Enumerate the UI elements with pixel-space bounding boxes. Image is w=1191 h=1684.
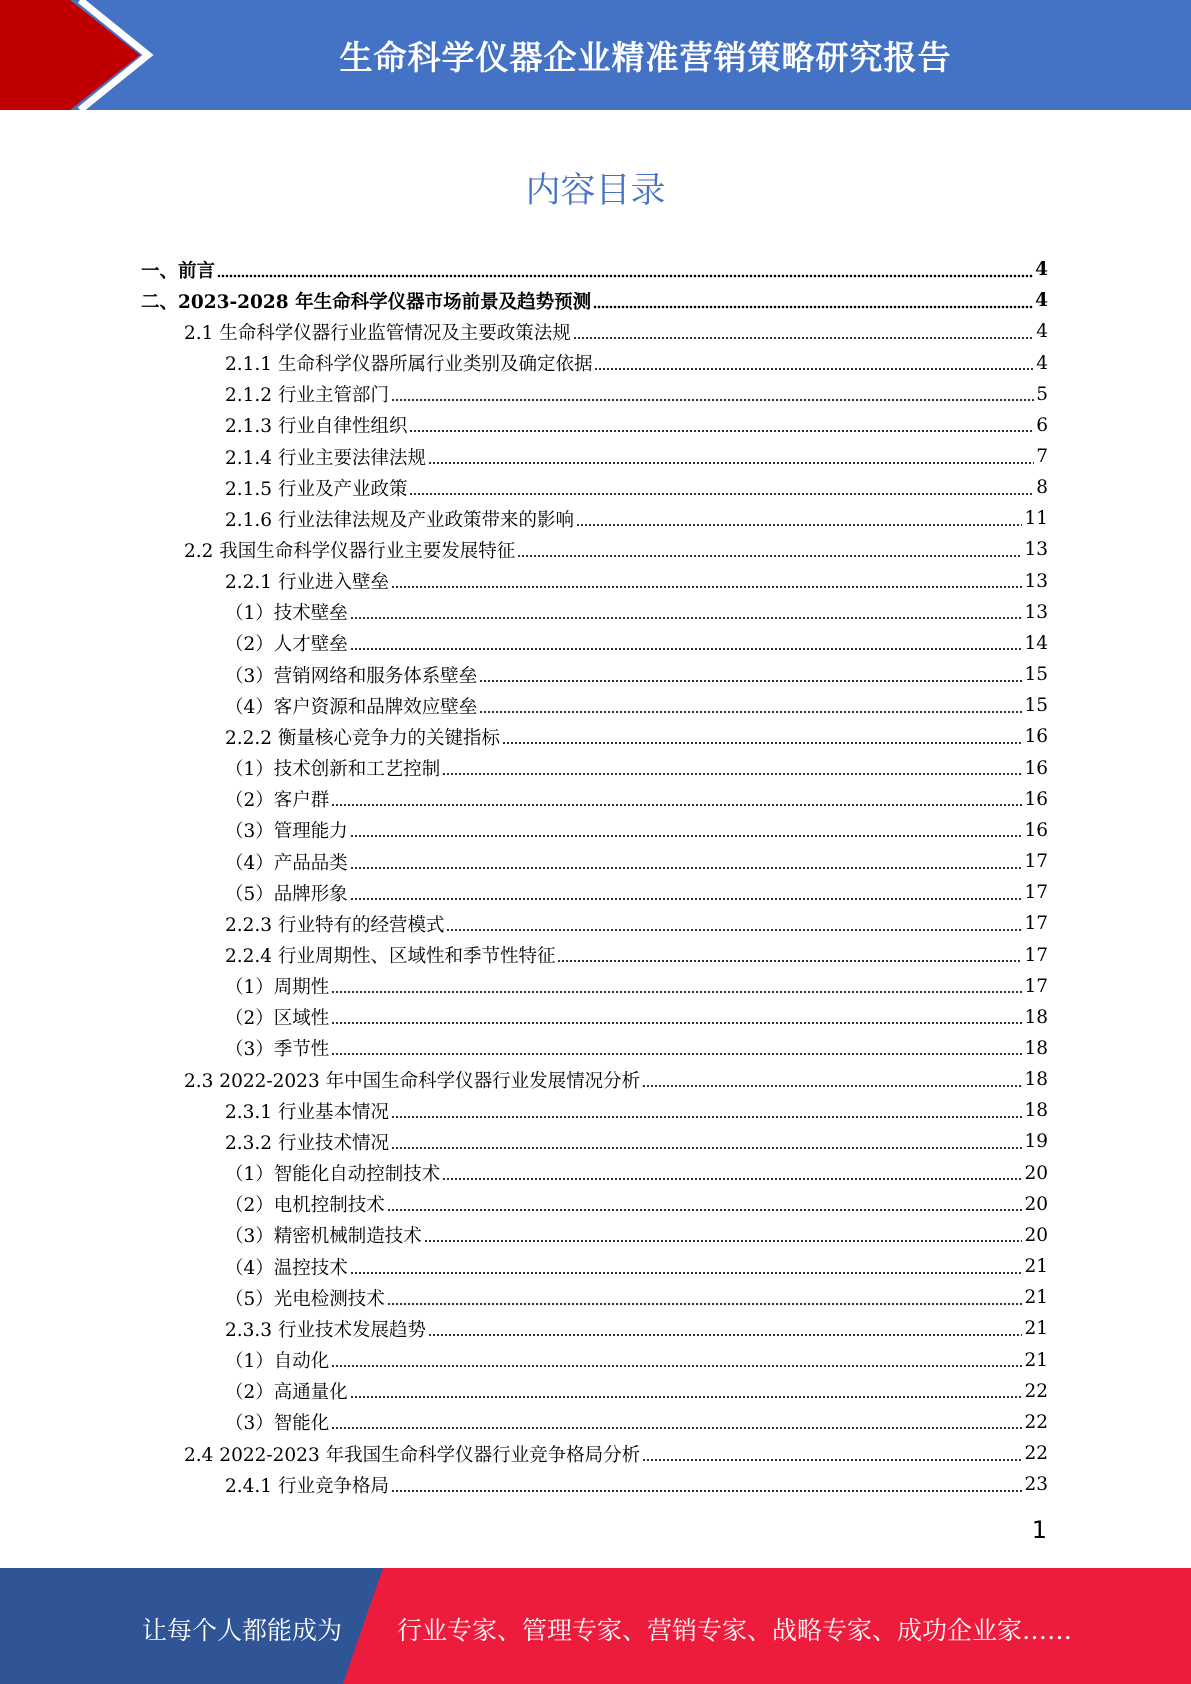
toc-entry-page: 21 xyxy=(1024,1256,1048,1278)
toc-entry-label: 2.3 2022-2023 年中国生命科学仪器行业发展情况分析 xyxy=(184,1070,641,1092)
toc-entry-page: 22 xyxy=(1024,1411,1048,1433)
toc-entry[interactable] xyxy=(141,316,1048,347)
toc-entry-page: 4 xyxy=(1035,290,1048,312)
toc-entry-label: （2）客户群 xyxy=(225,790,330,812)
toc-entry-page: 4 xyxy=(1035,259,1048,281)
toc-entry[interactable] xyxy=(141,908,1048,939)
toc-entry-label: 2.3.1 行业基本情况 xyxy=(225,1101,389,1123)
toc-entry-page: 20 xyxy=(1024,1224,1048,1246)
toc-entry-page: 17 xyxy=(1024,882,1048,904)
toc-entry-page: 21 xyxy=(1024,1318,1048,1340)
toc-entry-page: 23 xyxy=(1024,1474,1048,1496)
toc-entry[interactable] xyxy=(141,659,1048,690)
toc-entry[interactable] xyxy=(141,877,1048,908)
toc-entry[interactable] xyxy=(141,628,1048,659)
toc-dot-leader xyxy=(331,976,1022,994)
toc-entry-label: （2）区域性 xyxy=(225,1008,330,1030)
toc-entry[interactable] xyxy=(141,846,1048,877)
toc-dot-leader xyxy=(557,945,1022,963)
toc-entry-page: 18 xyxy=(1024,1006,1048,1028)
toc-entry-label: （1）技术壁垒 xyxy=(225,603,348,625)
toc-dot-leader xyxy=(409,478,1034,496)
toc-entry[interactable] xyxy=(141,753,1048,784)
toc-entry-page: 13 xyxy=(1024,570,1048,592)
toc-heading: 内容目录 xyxy=(525,171,666,211)
report-title: 生命科学仪器企业精准营销策略研究报告 xyxy=(339,37,952,77)
toc-entry[interactable] xyxy=(141,503,1048,534)
toc-entry-label: （3）管理能力 xyxy=(225,821,348,843)
toc-entry[interactable] xyxy=(141,1407,1048,1438)
toc-dot-leader xyxy=(331,789,1022,807)
toc-dot-leader xyxy=(573,322,1034,340)
toc-dot-leader xyxy=(391,1132,1022,1150)
header-chevron-decoration xyxy=(0,0,160,110)
toc-entry[interactable] xyxy=(141,1095,1048,1126)
toc-entry-page: 22 xyxy=(1024,1443,1048,1465)
toc-entry-label: 2.3.3 行业技术发展趋势 xyxy=(225,1319,426,1341)
toc-entry[interactable] xyxy=(141,534,1048,565)
toc-entry[interactable] xyxy=(141,410,1048,441)
toc-dot-leader xyxy=(350,1381,1023,1399)
toc-dot-leader xyxy=(387,1194,1023,1212)
toc-entry-page: 16 xyxy=(1024,788,1048,810)
toc-entry-page: 16 xyxy=(1024,819,1048,841)
toc-entry[interactable] xyxy=(141,566,1048,597)
toc-dot-leader xyxy=(594,353,1034,371)
toc-entry-label: （4）温控技术 xyxy=(225,1257,348,1279)
toc-entry[interactable] xyxy=(141,379,1048,410)
toc-entry-label: 2.2.2 衡量核心竞争力的关键指标 xyxy=(225,727,500,749)
toc-entry[interactable] xyxy=(141,1282,1048,1313)
toc-dot-leader xyxy=(502,727,1022,745)
toc-dot-leader xyxy=(428,447,1034,465)
toc-entry-label: 2.2.4 行业周期性、区域性和季节性特征 xyxy=(225,946,556,968)
toc-entry-page: 17 xyxy=(1024,851,1048,873)
toc-entry-page: 21 xyxy=(1024,1349,1048,1371)
toc-entry-page: 8 xyxy=(1036,477,1048,499)
toc-entry-label: （4）客户资源和品牌效应壁垒 xyxy=(225,696,478,718)
toc-entry-label: 2.1.4 行业主要法律法规 xyxy=(225,447,426,469)
toc-entry-page: 22 xyxy=(1024,1380,1048,1402)
toc-entry-label: （3）季节性 xyxy=(225,1039,330,1061)
toc-entry[interactable] xyxy=(141,597,1048,628)
toc-dot-leader xyxy=(350,633,1023,651)
toc-entry-label: （5）光电检测技术 xyxy=(225,1288,385,1310)
toc-dot-leader xyxy=(442,758,1022,776)
toc-entry-label: （1）自动化 xyxy=(225,1351,330,1373)
toc-entry-label: 2.3.2 行业技术情况 xyxy=(225,1132,389,1154)
toc-entry-label: （3）智能化 xyxy=(225,1413,330,1435)
toc-dot-leader xyxy=(593,291,1033,309)
toc-entry-page: 6 xyxy=(1036,414,1048,436)
toc-dot-leader xyxy=(350,602,1023,620)
toc-dot-leader xyxy=(479,696,1022,714)
toc-dot-leader xyxy=(331,1412,1022,1430)
toc-entry[interactable] xyxy=(141,1002,1048,1033)
toc-entry-label: （5）品牌形象 xyxy=(225,883,348,905)
toc-entry-page: 13 xyxy=(1024,539,1048,561)
toc-entry[interactable] xyxy=(141,254,1048,285)
footer-slogan-left: 让每个人都能成为 xyxy=(142,1616,343,1645)
toc-entry-label: 2.2.1 行业进入壁垒 xyxy=(225,572,389,594)
toc-entry[interactable] xyxy=(141,1438,1048,1469)
toc-entry[interactable] xyxy=(141,1344,1048,1375)
toc-entry[interactable] xyxy=(141,971,1048,1002)
toc-entry-page: 17 xyxy=(1024,975,1048,997)
toc-entry-label: （1）技术创新和工艺控制 xyxy=(225,759,441,781)
toc-entry-page: 17 xyxy=(1024,944,1048,966)
toc-dot-leader xyxy=(391,1475,1022,1493)
toc-entry-label: 2.1.1 生命科学仪器所属行业类别及确定依据 xyxy=(225,354,593,376)
toc-entry-page: 19 xyxy=(1024,1131,1048,1153)
toc-dot-leader xyxy=(424,1225,1023,1243)
toc-entry-label: 2.1.3 行业自律性组织 xyxy=(225,416,408,438)
toc-entry-label: 2.4.1 行业竞争格局 xyxy=(225,1475,389,1497)
toc-entry-label: （2）人才壁垒 xyxy=(225,634,348,656)
toc-entry-label: （2）电机控制技术 xyxy=(225,1195,385,1217)
toc-entry-label: （3）精密机械制造技术 xyxy=(225,1226,422,1248)
toc-dot-leader xyxy=(642,1444,1022,1462)
toc-dot-leader xyxy=(350,820,1023,838)
toc-entry[interactable] xyxy=(141,1064,1048,1095)
toc-entry-page: 21 xyxy=(1024,1287,1048,1309)
toc-dot-leader xyxy=(442,1163,1022,1181)
toc-entry[interactable] xyxy=(141,441,1048,472)
toc-entry-label: （4）产品品类 xyxy=(225,852,348,874)
toc-dot-leader xyxy=(391,384,1034,402)
toc-entry[interactable] xyxy=(141,784,1048,815)
toc-entry-page: 5 xyxy=(1036,383,1048,405)
toc-dot-leader xyxy=(517,540,1022,558)
toc-entry-page: 15 xyxy=(1024,664,1048,686)
toc-entry-page: 13 xyxy=(1024,601,1048,623)
toc-entry-label: 2.1 生命科学仪器行业监管情况及主要政策法规 xyxy=(184,322,571,344)
toc-entry-label: 2.1.2 行业主管部门 xyxy=(225,385,389,407)
toc-dot-leader xyxy=(350,883,1023,901)
toc-entry-label: 一、前言 xyxy=(141,260,216,282)
toc-dot-leader xyxy=(387,1288,1023,1306)
toc-entry-page: 17 xyxy=(1024,913,1048,935)
toc-dot-leader xyxy=(428,1319,1022,1337)
toc-entry[interactable] xyxy=(141,1251,1048,1282)
toc-entry-label: 二、2023-2028 年生命科学仪器市场前景及趋势预测 xyxy=(141,291,592,313)
toc-entry-page: 16 xyxy=(1024,757,1048,779)
toc-dot-leader xyxy=(350,852,1023,870)
toc-dot-leader xyxy=(642,1070,1022,1088)
table-of-contents xyxy=(141,254,1048,1500)
toc-entry[interactable] xyxy=(141,1220,1048,1251)
toc-dot-leader xyxy=(576,509,1022,527)
toc-entry[interactable] xyxy=(141,939,1048,970)
footer-slogan-right: 行业专家、管理专家、营销专家、战略专家、成功企业家…… xyxy=(397,1616,1073,1645)
toc-entry[interactable] xyxy=(141,1376,1048,1407)
toc-entry[interactable] xyxy=(141,1313,1048,1344)
toc-entry-page: 20 xyxy=(1024,1162,1048,1184)
toc-entry-label: （3）营销网络和服务体系壁垒 xyxy=(225,665,478,687)
toc-entry-page: 11 xyxy=(1024,508,1048,530)
toc-entry[interactable] xyxy=(141,472,1048,503)
toc-dot-leader xyxy=(331,1350,1022,1368)
toc-entry[interactable] xyxy=(141,347,1048,378)
toc-entry-label: 2.2 我国生命科学仪器行业主要发展特征 xyxy=(184,540,516,562)
toc-entry[interactable] xyxy=(141,1469,1048,1500)
toc-dot-leader xyxy=(391,571,1022,589)
toc-entry-page: 20 xyxy=(1024,1193,1048,1215)
toc-entry[interactable] xyxy=(141,721,1048,752)
toc-entry[interactable] xyxy=(141,815,1048,846)
toc-dot-leader xyxy=(479,665,1022,683)
toc-entry-label: （1）智能化自动控制技术 xyxy=(225,1164,441,1186)
toc-entry-page: 7 xyxy=(1036,446,1048,468)
toc-dot-leader xyxy=(409,415,1034,433)
toc-entry-label: 2.1.5 行业及产业政策 xyxy=(225,478,408,500)
toc-entry-label: （1）周期性 xyxy=(225,977,330,999)
toc-dot-leader xyxy=(350,1257,1023,1275)
toc-entry-page: 16 xyxy=(1024,726,1048,748)
toc-entry[interactable] xyxy=(141,1158,1048,1189)
toc-entry[interactable] xyxy=(141,690,1048,721)
toc-entry-page: 18 xyxy=(1024,1069,1048,1091)
toc-entry[interactable] xyxy=(141,1033,1048,1064)
toc-entry-page: 18 xyxy=(1024,1037,1048,1059)
toc-entry-page: 4 xyxy=(1036,352,1048,374)
toc-entry[interactable] xyxy=(141,1189,1048,1220)
toc-entry[interactable] xyxy=(141,285,1048,316)
page-number: 1 xyxy=(1031,1516,1047,1544)
toc-dot-leader xyxy=(331,1038,1022,1056)
toc-entry-page: 4 xyxy=(1036,321,1048,343)
toc-entry-label: 2.1.6 行业法律法规及产业政策带来的影响 xyxy=(225,509,574,531)
toc-entry[interactable] xyxy=(141,1126,1048,1157)
toc-dot-leader xyxy=(217,260,1033,278)
toc-entry-label: 2.4 2022-2023 年我国生命科学仪器行业竞争格局分析 xyxy=(184,1444,641,1466)
toc-entry-label: 2.2.3 行业特有的经营模式 xyxy=(225,914,445,936)
toc-entry-page: 18 xyxy=(1024,1100,1048,1122)
toc-entry-page: 15 xyxy=(1024,695,1048,717)
toc-entry-page: 14 xyxy=(1024,632,1048,654)
toc-dot-leader xyxy=(331,1007,1022,1025)
toc-dot-leader xyxy=(391,1101,1022,1119)
toc-dot-leader xyxy=(446,914,1022,932)
page-header xyxy=(0,0,1191,110)
toc-entry-label: （2）高通量化 xyxy=(225,1382,348,1404)
